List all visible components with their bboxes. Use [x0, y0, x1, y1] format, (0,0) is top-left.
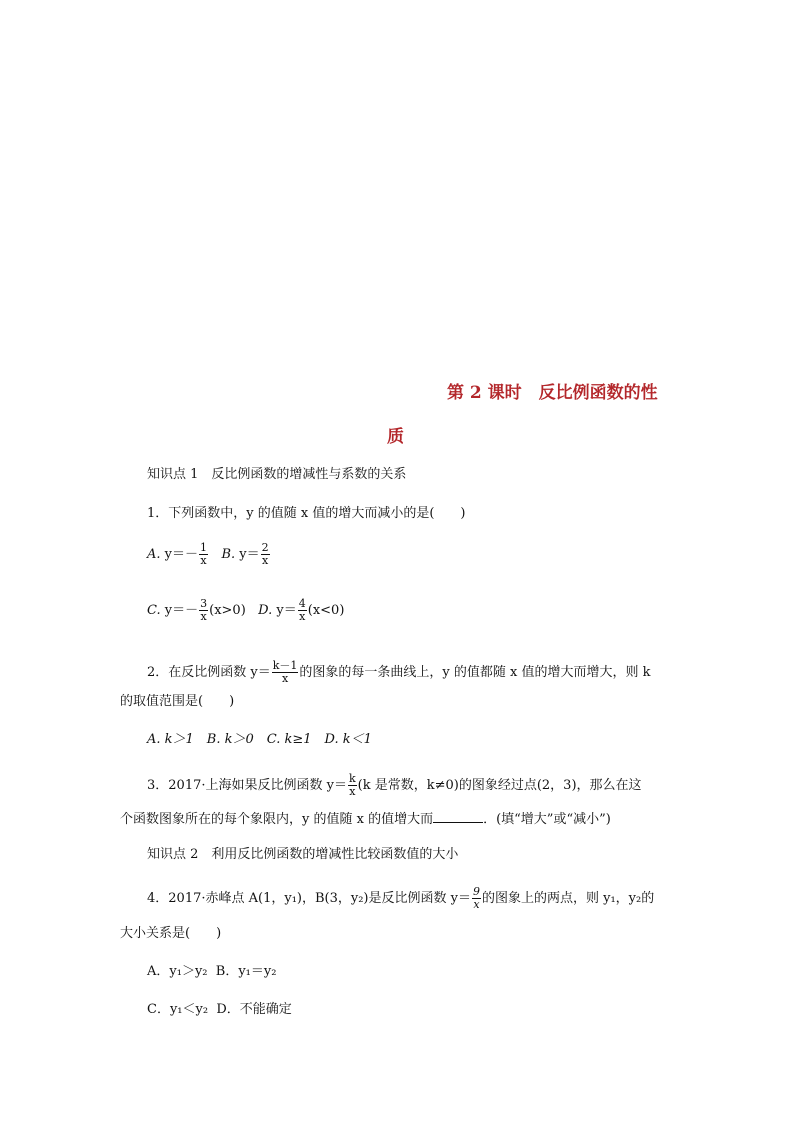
- lesson-title-line1: 第 2 课时 反比例函数的性: [447, 383, 658, 403]
- fraction-numerator: k－1: [272, 659, 298, 672]
- fraction-denominator: x: [349, 785, 356, 798]
- question-2-post: 的图象的每一条曲线上，y 的值都随 x 值的增大而增大，则 k: [299, 665, 651, 680]
- fraction-denominator: x: [200, 554, 207, 567]
- option-c: C．y₁＜y₂: [147, 1002, 209, 1017]
- fraction-numerator: 2: [261, 541, 269, 554]
- fraction-denominator: x: [281, 672, 289, 685]
- question-3-post: (k 是常数，k≠0)的图象经过点(2，3)，那么在这: [357, 778, 642, 793]
- option-b-expression: y＝: [239, 547, 260, 562]
- option-c-fraction: [199, 598, 208, 623]
- question-2-stem: [147, 660, 651, 685]
- option-b-label: B.: [221, 547, 236, 562]
- fraction-denominator: x: [200, 610, 207, 623]
- question-3-line2-post: ．(填“增大”或“减小”): [483, 812, 611, 827]
- question-4-pre: 4．2017·赤峰点 A(1，y₁)，B(3，y₂)是反比例函数 y＝: [147, 891, 471, 906]
- fraction-numerator: 3: [200, 597, 208, 610]
- question-4-stem: [147, 886, 654, 911]
- option-d-fraction: [298, 598, 307, 623]
- fraction-numerator: k: [348, 772, 356, 785]
- question-4-options-ab: [147, 964, 276, 980]
- fraction-numerator: 9: [472, 885, 480, 898]
- option-d-label: D.: [258, 603, 273, 618]
- fraction-numerator: 1: [200, 541, 208, 554]
- question-1-stem: 1．下列函数中，y 的值随 x 值的增大而减小的是( ): [147, 506, 466, 521]
- option-a: A．y₁＞y₂: [147, 964, 208, 979]
- question-4-post: 的图象上的两点，则 y₁，y₂的: [481, 891, 655, 906]
- question-3-line2: [120, 810, 611, 828]
- option-c-domain: (x>0): [209, 603, 246, 618]
- question-4-options-cd: [147, 1002, 292, 1018]
- question-2-pre: 2．在反比例函数 y＝: [147, 665, 271, 680]
- option-a-expression: y＝－: [164, 547, 199, 562]
- lesson-title-line2: 质: [387, 427, 404, 447]
- option-d-domain: (x<0): [307, 603, 345, 618]
- option-a-label: A.: [147, 547, 161, 562]
- question-4-line2: 大小关系是( ): [120, 926, 222, 941]
- question-3-line2-pre: 个函数图象所在的每个象限内，y 的值随 x 的值增大而: [120, 812, 434, 827]
- option-a-fraction: [199, 542, 208, 567]
- question-1-options-ab: [147, 542, 271, 567]
- option-d-expression: y＝: [276, 603, 297, 618]
- knowledge-point-2-heading: 知识点 2 利用反比例函数的增减性比较函数值的大小: [147, 847, 459, 862]
- question-4-fraction: [472, 886, 481, 911]
- fraction-denominator: x: [473, 898, 480, 911]
- knowledge-point-1-heading: 知识点 1 反比例函数的增减性与系数的关系: [147, 467, 407, 482]
- option-d: D．不能确定: [216, 1002, 292, 1017]
- question-3-pre: 3．2017·上海如果反比例函数 y＝: [147, 778, 347, 793]
- question-2-fraction: [272, 660, 299, 685]
- fraction-denominator: x: [262, 554, 269, 567]
- option-b: B．y₁＝y₂: [215, 964, 277, 979]
- answer-blank[interactable]: [433, 810, 483, 823]
- question-3-fraction: [348, 773, 357, 798]
- fraction-denominator: x: [299, 610, 306, 623]
- question-1-options-cd: [147, 598, 344, 623]
- question-2-line2: 的取值范围是( ): [120, 694, 235, 709]
- fraction-numerator: 4: [298, 597, 306, 610]
- option-c-expression: y＝－: [164, 603, 199, 618]
- question-3-stem: [147, 773, 642, 798]
- option-c-label: C.: [147, 603, 161, 618]
- question-2-options: A. k＞1 B. k＞0 C. k≥1 D. k＜1: [147, 732, 372, 747]
- option-b-fraction: [261, 542, 270, 567]
